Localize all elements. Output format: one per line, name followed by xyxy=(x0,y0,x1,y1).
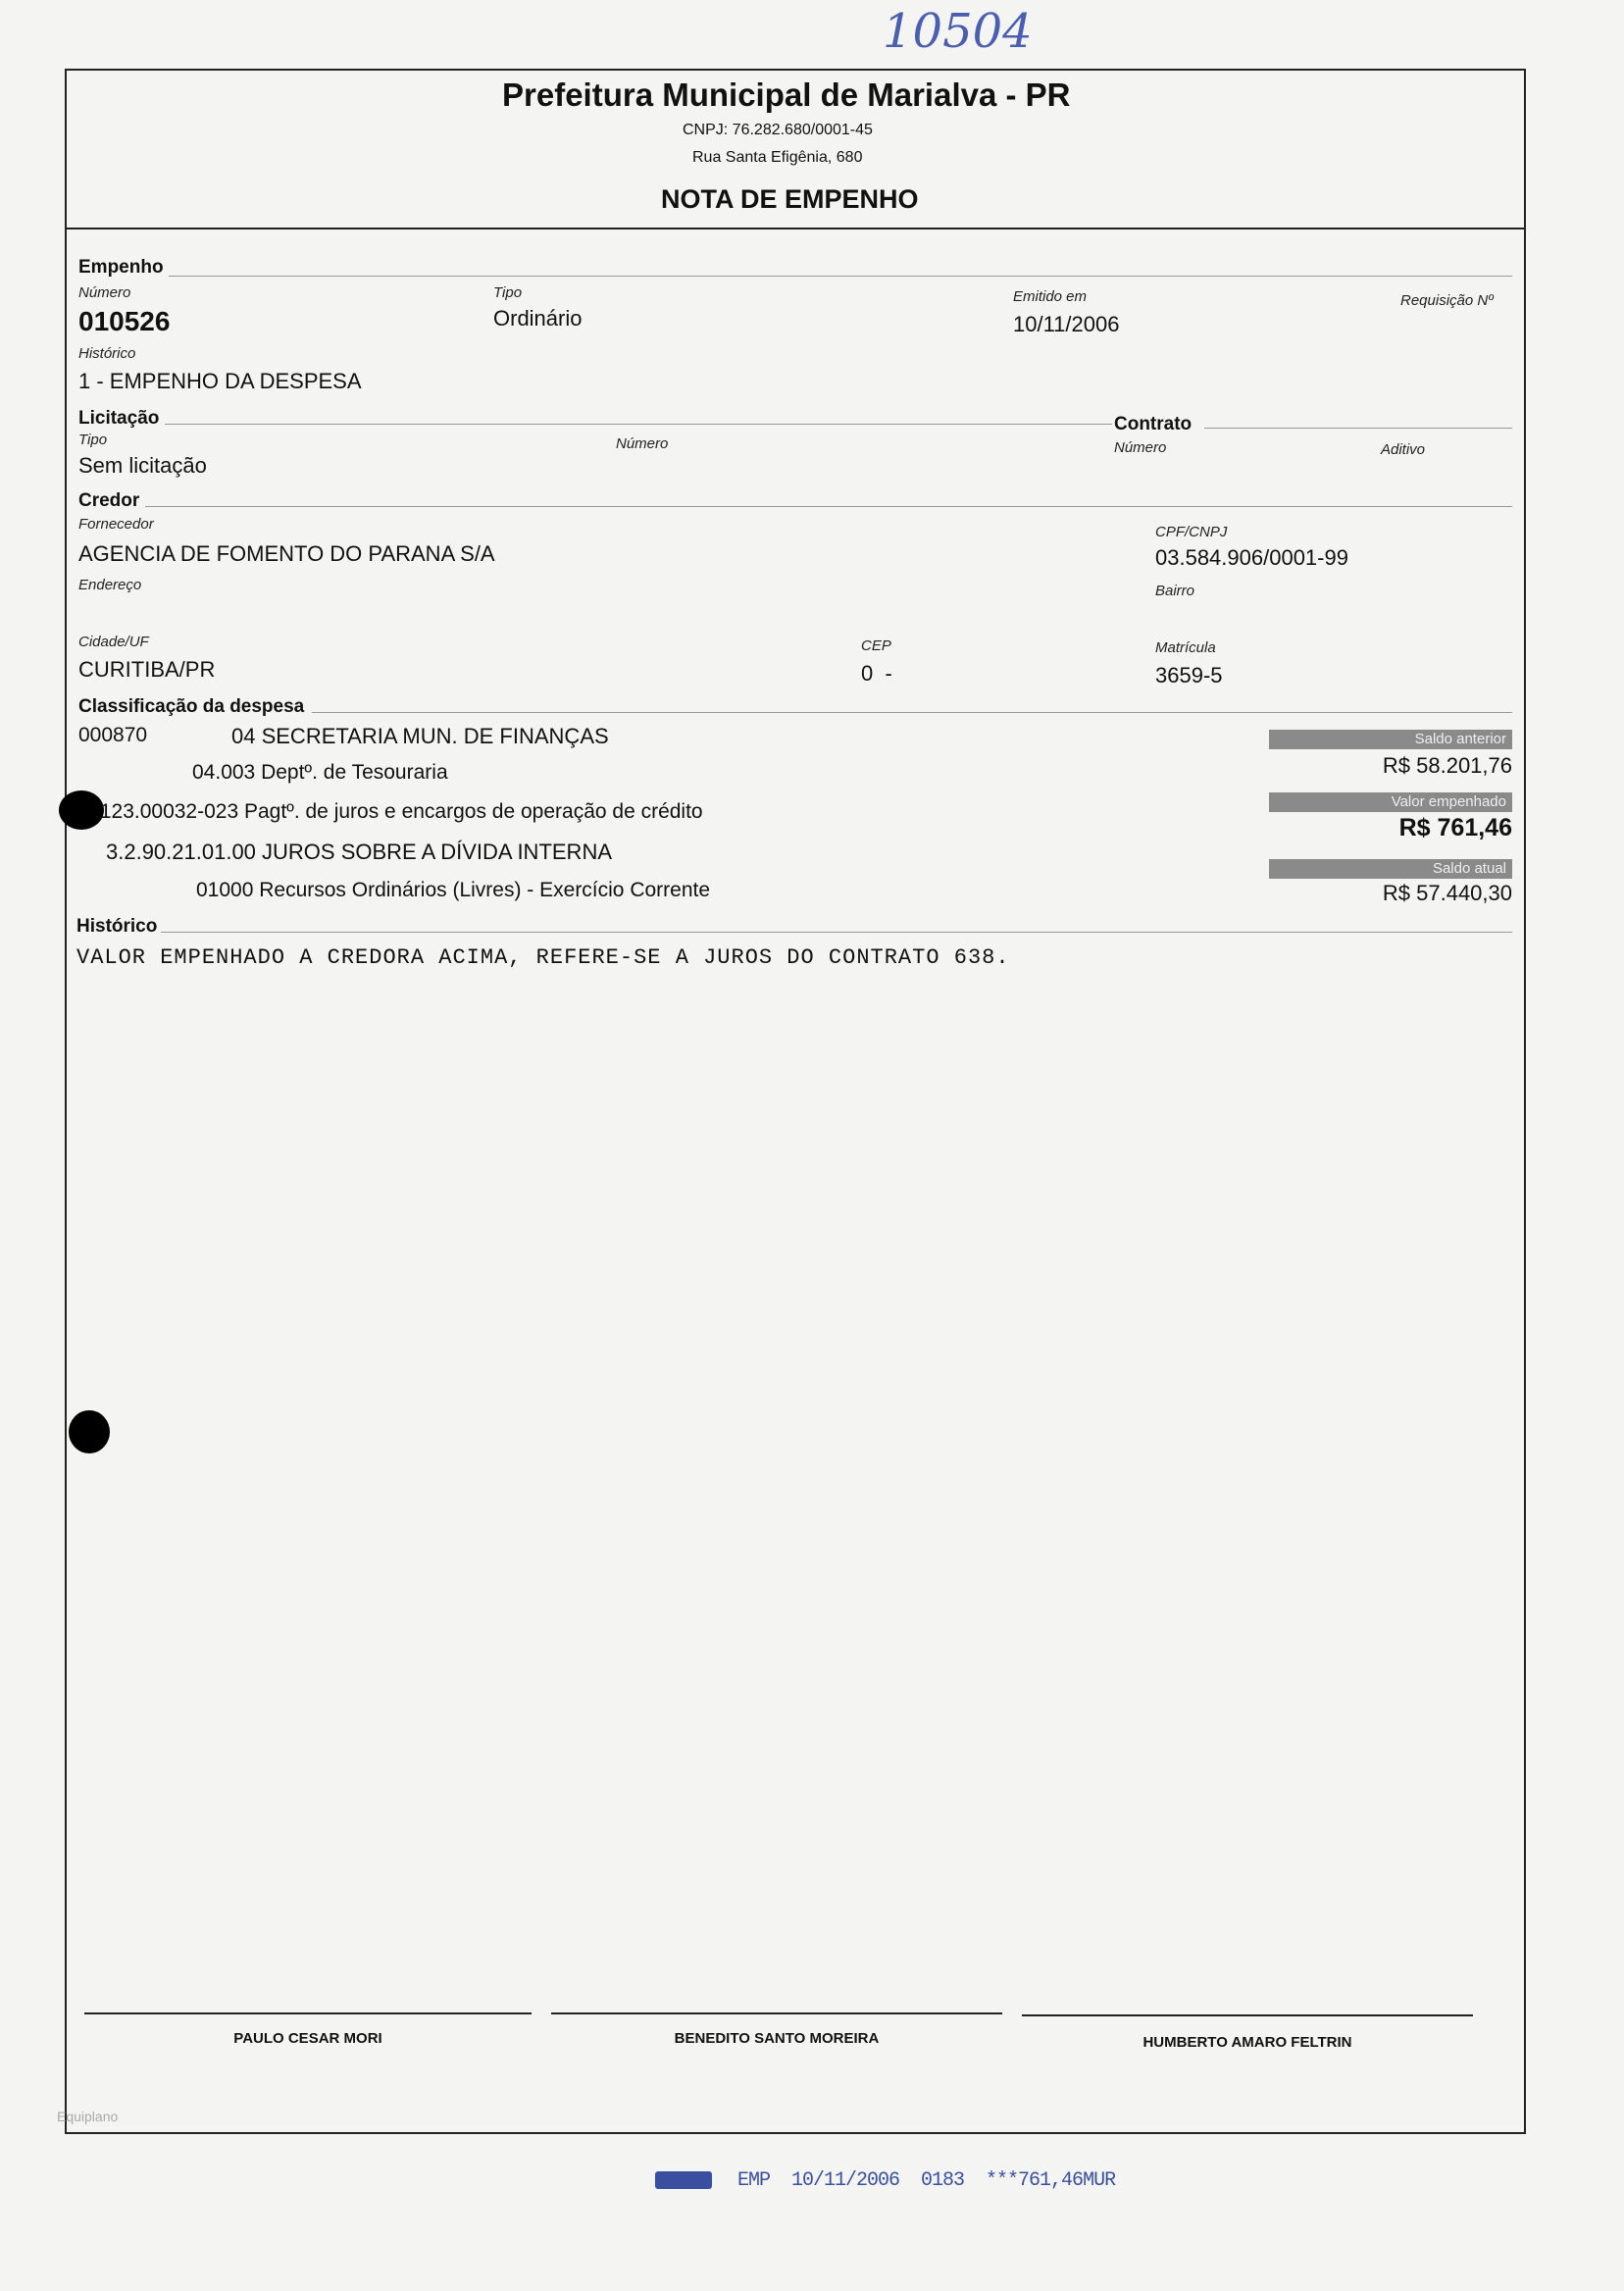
stamp-logo-icon xyxy=(655,2171,712,2189)
classificacao-departamento: 04.003 Deptº. de Tesouraria xyxy=(192,761,448,784)
signature-name-3: HUMBERTO AMARO FELTRIN xyxy=(1142,2034,1352,2051)
endereco-label: Endereço xyxy=(78,577,142,593)
empenho-tipo-label: Tipo xyxy=(493,284,523,301)
empenho-numero: 010526 xyxy=(78,306,171,336)
credor-rule xyxy=(145,506,1512,507)
classificacao-rule xyxy=(312,712,1512,713)
header-divider xyxy=(65,228,1526,229)
address-line: Rua Santa Efigênia, 680 xyxy=(692,149,863,166)
punch-hole-bottom xyxy=(69,1410,110,1453)
licitacao-tipo: Sem licitação xyxy=(78,453,207,478)
classificacao-code: 000870 xyxy=(78,724,148,746)
classificacao-secretaria: 04 SECRETARIA MUN. DE FINANÇAS xyxy=(231,724,609,748)
fornecedor-label: Fornecedor xyxy=(78,516,154,533)
handwritten-note: 10504 xyxy=(883,4,1033,59)
classificacao-section-title: Classificação da despesa xyxy=(78,696,305,717)
licitacao-section-title: Licitação xyxy=(78,408,160,429)
saldo-atual-value: R$ 57.440,30 xyxy=(1382,881,1512,905)
emitido-label: Emitido em xyxy=(1013,288,1088,305)
cidade-value: CURITIBA/PR xyxy=(78,657,216,682)
payment-stamp: EMP 10/11/2006 0183 ***761,46MUR xyxy=(737,2169,1116,2192)
empenho-numero-label: Número xyxy=(78,284,131,301)
cpf-label: CPF/CNPJ xyxy=(1155,524,1228,540)
empenho-historico-label: Histórico xyxy=(78,345,136,362)
valor-empenhado-value: R$ 761,46 xyxy=(1398,814,1512,841)
emitido-date: 10/11/2006 xyxy=(1013,312,1120,336)
classificacao-acao: .123.00032-023 Pagtº. de juros e encargos de operação de crédito xyxy=(94,800,703,823)
signature-line-3 xyxy=(1022,2014,1473,2016)
classificacao-elemento: 3.2.90.21.01.00 JUROS SOBRE A DÍVIDA INTERNA xyxy=(106,840,613,864)
credor-section-title: Credor xyxy=(78,490,140,511)
requisicao-label: Requisição Nº xyxy=(1400,292,1494,309)
empenho-rule xyxy=(169,276,1512,277)
cep-label: CEP xyxy=(861,637,891,654)
signature-name-1: PAULO CESAR MORI xyxy=(233,2030,382,2047)
saldo-anterior-value: R$ 58.201,76 xyxy=(1382,753,1512,778)
historico-section-title: Histórico xyxy=(76,916,158,937)
saldo-atual-label: Saldo atual xyxy=(1269,859,1512,879)
contrato-section-title: Contrato xyxy=(1114,414,1193,434)
footer-brand: Equiplano xyxy=(57,2109,119,2124)
historico-rule xyxy=(161,932,1512,933)
matricula-label: Matrícula xyxy=(1155,639,1216,656)
empenho-section-title: Empenho xyxy=(78,257,164,278)
saldo-anterior-label: Saldo anterior xyxy=(1269,730,1512,749)
classificacao-recurso: 01000 Recursos Ordinários (Livres) - Exercício Corrente xyxy=(196,879,711,901)
bairro-label: Bairro xyxy=(1155,583,1195,599)
contrato-numero-label: Número xyxy=(1114,439,1167,456)
cep-value: 0 - xyxy=(861,661,892,686)
document-title: NOTA DE EMPENHO xyxy=(661,184,919,214)
empenho-historico: 1 - EMPENHO DA DESPESA xyxy=(78,369,362,393)
cidade-label: Cidade/UF xyxy=(78,634,149,650)
licitacao-rule xyxy=(165,424,1112,425)
valor-empenhado-label: Valor empenhado xyxy=(1269,792,1512,812)
signature-line-1 xyxy=(84,2012,532,2014)
contrato-rule xyxy=(1204,428,1512,429)
empenho-tipo: Ordinário xyxy=(493,306,583,331)
licitacao-numero-label: Número xyxy=(616,435,669,452)
matricula-value: 3659-5 xyxy=(1155,663,1223,687)
municipality-title: Prefeitura Municipal de Marialva - PR xyxy=(502,76,1071,113)
fornecedor-name: AGENCIA DE FOMENTO DO PARANA S/A xyxy=(78,541,495,566)
signature-name-2: BENEDITO SANTO MOREIRA xyxy=(674,2030,880,2047)
signature-line-2 xyxy=(551,2012,1002,2014)
licitacao-tipo-label: Tipo xyxy=(78,432,108,448)
contrato-aditivo-label: Aditivo xyxy=(1381,441,1426,458)
historico-text: VALOR EMPENHADO A CREDORA ACIMA, REFERE-SE A JUROS DO CONTRATO 638. xyxy=(76,945,1010,970)
cpf-value: 03.584.906/0001-99 xyxy=(1155,545,1348,570)
cnpj-line: CNPJ: 76.282.680/0001-45 xyxy=(683,122,873,138)
